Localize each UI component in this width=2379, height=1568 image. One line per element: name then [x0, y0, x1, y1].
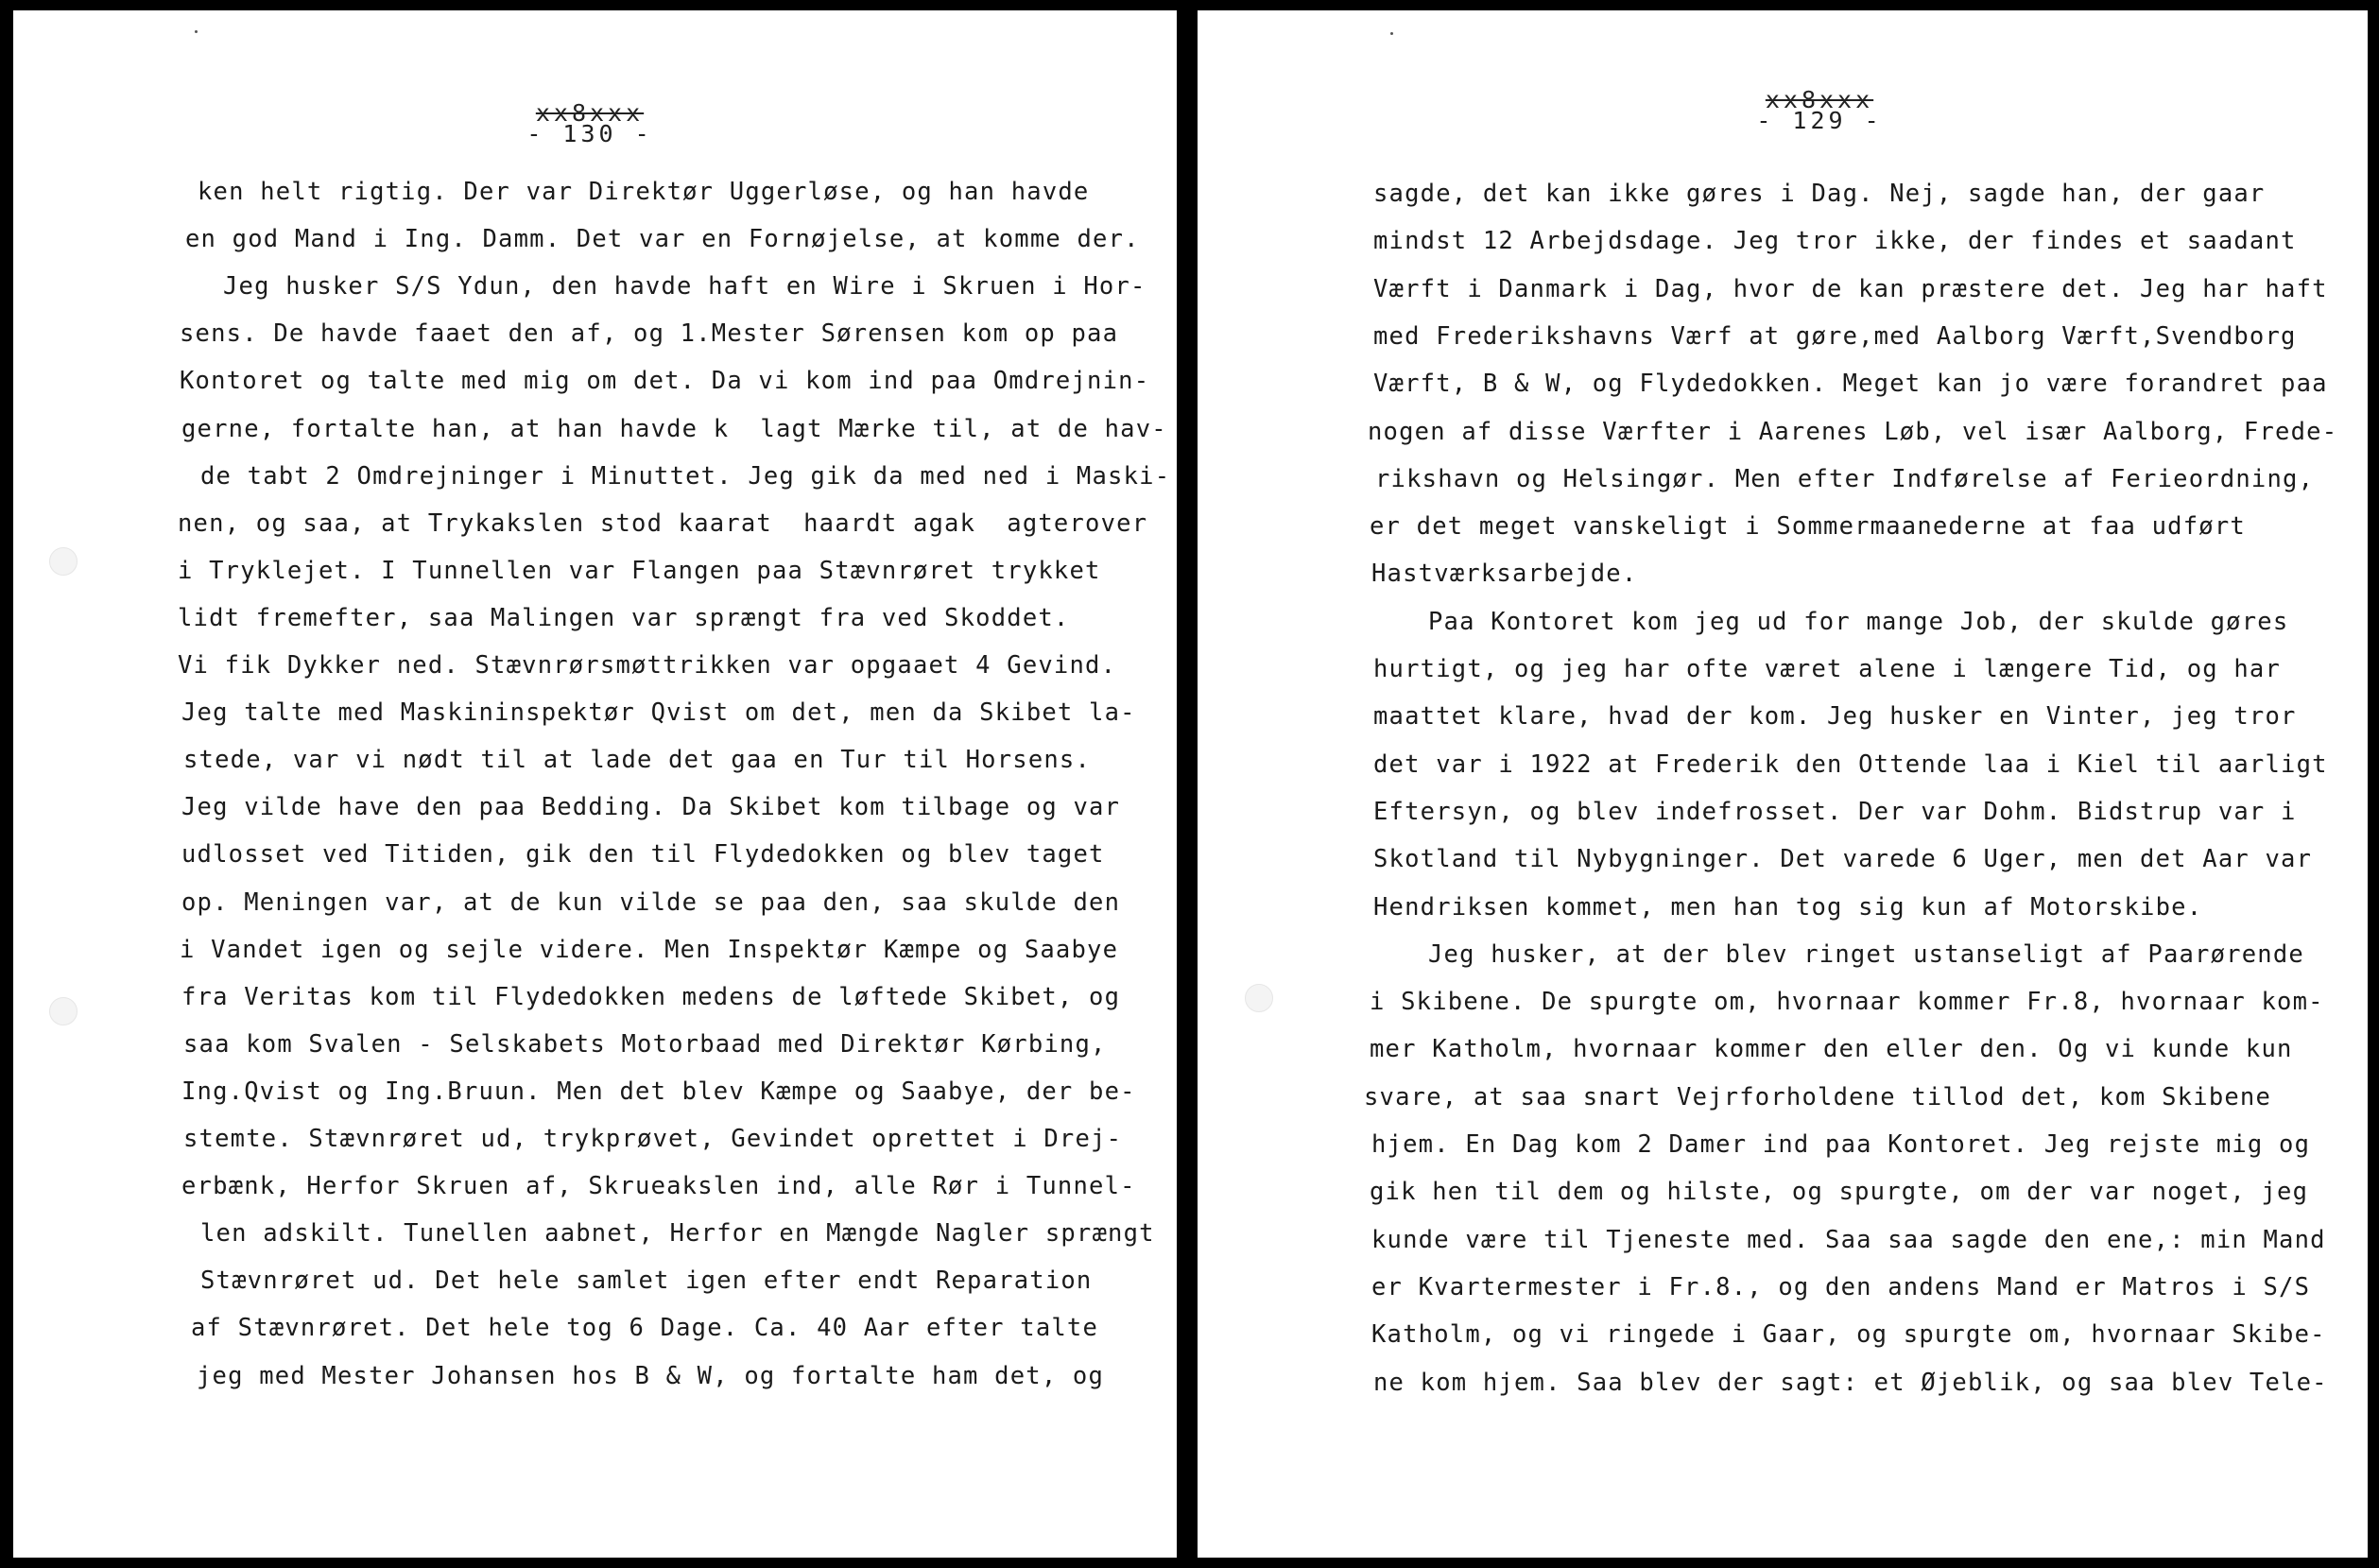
text-line: Katholm, og vi ringede i Gaar, og spurgte om, hvornaar Skibe- — [1371, 1320, 2326, 1350]
text-line: fra Veritas kom til Flydedokken medens de løftede Skibet, og — [181, 982, 1121, 1011]
text-line: mindst 12 Arbejdsdage. Jeg tror ikke, der findes et saadant — [1373, 227, 2297, 256]
punch-hole-mark — [49, 547, 78, 576]
text-line: er Kvartermester i Fr.8., og den andens Mand er Matros i S/S — [1371, 1272, 2311, 1301]
text-line: nen, og saa, at Trykakslen stod kaarat haardt agak agterover — [178, 508, 1148, 538]
right-page — [1198, 10, 2368, 1558]
page-number-left — [514, 99, 665, 147]
text-line: jeg med Mester Johansen hos B & W, og fortalte ham det, og — [197, 1361, 1105, 1390]
page-number-right — [1744, 86, 1895, 134]
text-line: saa kom Svalen - Selskabets Motorbaad med Direktør Kørbing, — [183, 1029, 1107, 1059]
text-line: i Vandet igen og sejle videre. Men Inspektør Kæmpe og Saabye — [180, 935, 1119, 964]
text-line: lidt fremefter, saa Malingen var sprængt fra ved Skoddet. — [178, 603, 1070, 632]
punch-hole-mark — [49, 997, 78, 1025]
text-line: gik hen til dem og hilste, og spurgte, om der var noget, jeg — [1370, 1178, 2309, 1207]
text-line: Hendriksen kommet, men han tog sig kun af Motorskibe. — [1373, 892, 2203, 922]
text-line: Hastværksarbejde. — [1371, 560, 1638, 589]
page-number-text: - 129 - — [1756, 107, 1883, 134]
text-line: len adskilt. Tunellen aabnet, Herfor en Mængde Nagler sprængt — [200, 1219, 1155, 1249]
text-line: udlosset ved Titiden, gik den til Flydedokken og blev taget — [181, 840, 1105, 870]
text-line: kunde være til Tjeneste med. Saa saa sagde den ene,: min Mand — [1371, 1225, 2326, 1254]
text-line: er det meget vanskeligt i Sommermaanederne at faa udført — [1370, 512, 2246, 542]
text-line: Kontoret og talte med mig om det. Da vi kom ind paa Omdrejnin- — [180, 367, 1150, 396]
struck-header: xx8xxx — [1765, 86, 1874, 113]
text-line: sens. De havde faaet den af, og 1.Mester Sørensen kom op paa — [180, 319, 1119, 349]
text-line: i Skibene. De spurgte om, hvornaar kommer Fr.8, hvornaar kom- — [1370, 988, 2324, 1017]
text-line: Jeg talte med Maskininspektør Qvist om det, men da Skibet la- — [181, 698, 1136, 728]
text-line: stede, var vi nødt til at lade det gaa en Tur til Horsens. — [183, 746, 1092, 775]
text-line: erbænk, Herfor Skruen af, Skrueakslen ind, alle Rør i Tunnel- — [181, 1172, 1136, 1201]
text-line: i Tryklejet. I Tunnellen var Flangen paa Stævnrøret trykket — [178, 556, 1101, 585]
text-line: svare, at saa snart Vejrforholdene tillod det, kom Skibene — [1364, 1082, 2272, 1111]
text-line: hurtigt, og jeg har ofte været alene i længere Tid, og har — [1373, 655, 2282, 683]
text-line: sagde, det kan ikke gøres i Dag. Nej, sagde han, der gaar — [1373, 180, 2266, 208]
text-line: mer Katholm, hvornaar kommer den eller den. Og vi kunde kun — [1370, 1035, 2293, 1064]
text-line: hjem. En Dag kom 2 Damer ind paa Kontoret. Jeg rejste mig og — [1371, 1130, 2311, 1159]
text-line: gerne, fortalte han, at han havde k lagt Mærke til, at de hav- — [181, 414, 1167, 443]
text-line: de tabt 2 Omdrejninger i Minuttet. Jeg gik da med ned i Maski- — [200, 461, 1171, 491]
speck-mark — [195, 30, 198, 33]
text-line: en god Mand i Ing. Damm. Det var en Fornøjelse, at komme der. — [185, 225, 1140, 254]
text-line: Vi fik Dykker ned. Stævnrørsmøttrikken var opgaaet 4 Gevind. — [178, 651, 1117, 680]
text-line: Ing.Qvist og Ing.Bruun. Men det blev Kæmpe og Saabye, der be- — [181, 1077, 1136, 1106]
text-line: Jeg husker S/S Ydun, den havde haft en Wire i Skruen i Hor- — [223, 272, 1146, 302]
text-line: rikshavn og Helsingør. Men efter Indførelse af Ferieordning, — [1375, 464, 2315, 493]
text-line: af Stævnrøret. Det hele tog 6 Dage. Ca. 40 Aar efter talte — [191, 1314, 1099, 1343]
punch-hole-mark — [1245, 984, 1273, 1012]
text-line: maattet klare, hvad der kom. Jeg husker en Vinter, jeg tror — [1373, 702, 2297, 732]
left-page — [13, 10, 1177, 1558]
text-line: ken helt rigtig. Der var Direktør Uggerløse, og han havde — [198, 178, 1090, 206]
text-line: Jeg husker, at der blev ringet ustanseligt af Paarørende — [1428, 939, 2304, 969]
text-line: det var i 1922 at Frederik den Ottende laa i Kiel til aarligt — [1373, 750, 2328, 779]
text-line: Værft i Danmark i Dag, hvor de kan præstere det. Jeg har haft — [1373, 274, 2328, 303]
speck-mark — [1390, 32, 1393, 35]
text-line: op. Meningen var, at de kun vilde se paa den, saa skulde den — [181, 887, 1121, 917]
text-line: Eftersyn, og blev indefrosset. Der var Dohm. Bidstrup var i — [1373, 797, 2297, 826]
text-line: Paa Kontoret kom jeg ud for mange Job, der skulde gøres — [1428, 607, 2289, 636]
text-line: Skotland til Nybygninger. Det varede 6 Uger, men det Aar var — [1373, 845, 2313, 874]
text-line: med Frederikshavns Værf at gøre,med Aalborg Værft,Svendborg — [1373, 321, 2297, 351]
struck-header: xx8xxx — [535, 99, 645, 127]
text-line: Værft, B & W, og Flydedokken. Meget kan jo være forandret paa — [1373, 370, 2328, 399]
text-line: Stævnrøret ud. Det hele samlet igen efter endt Reparation — [200, 1266, 1093, 1296]
text-line: stemte. Stævnrøret ud, trykprøvet, Gevindet oprettet i Drej- — [183, 1125, 1123, 1153]
text-line: nogen af disse Værfter i Aarenes Løb, vel især Aalborg, Frede- — [1368, 417, 2338, 446]
text-line: Jeg vilde have den paa Bedding. Da Skibet kom tilbage og var — [181, 793, 1121, 822]
page-number-text: - 130 - — [526, 120, 653, 147]
text-line: ne kom hjem. Saa blev der sagt: et Øjeblik, og saa blev Tele- — [1373, 1368, 2328, 1397]
